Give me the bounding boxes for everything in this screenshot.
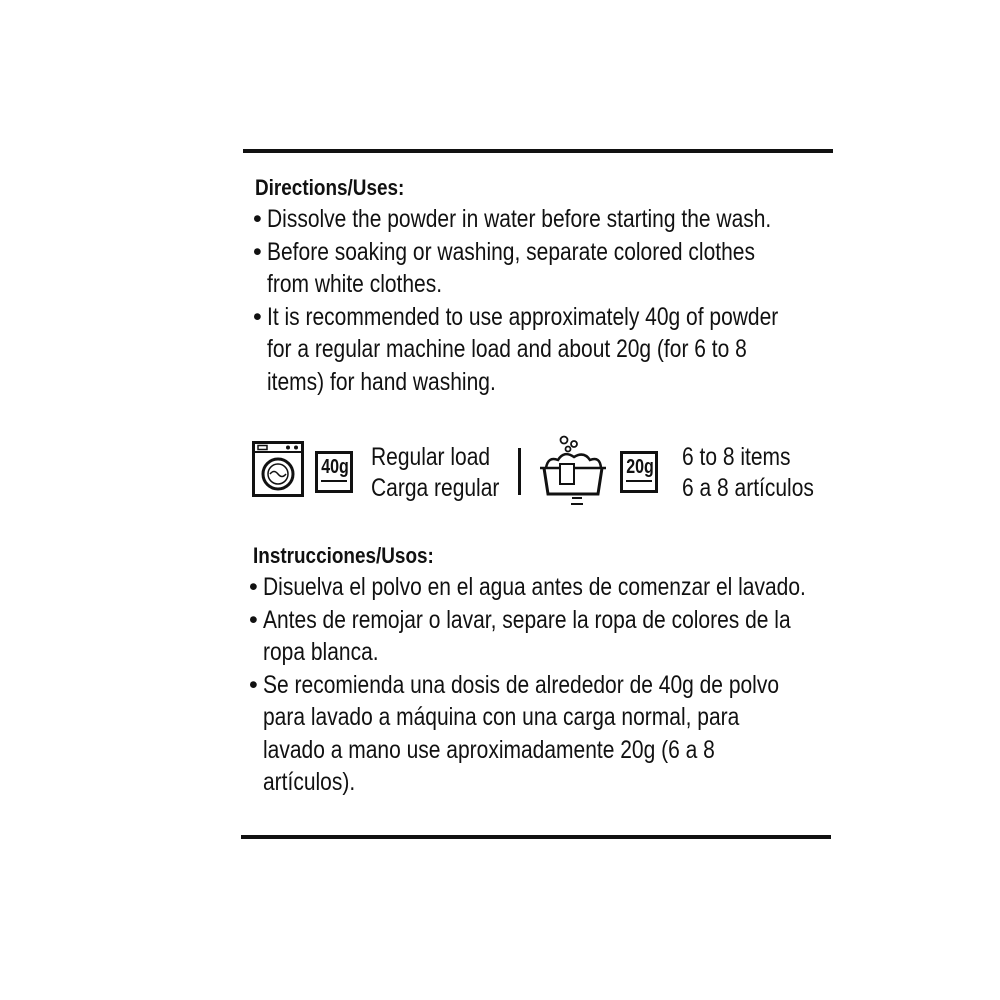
dose-20g-icon [620,451,658,493]
directions-item [253,301,876,399]
instrucciones-item-line: para lavado a máquina con una carga normal, para [263,703,740,731]
directions-item-line: from white clothes. [267,270,443,298]
instrucciones-item [249,669,909,799]
dose-20g-amount: 20g [626,456,654,478]
directions-item-line: • Dissolve the powder in water before starting the wash. [267,205,772,233]
dose-fill-line [626,480,652,482]
instrucciones-item-line: • Se recomienda una dosis de alrededor de 40g de polvo [263,670,780,699]
directions-item [253,236,876,301]
instrucciones-item-line: ropa blanca. [263,638,379,666]
directions-item [253,203,876,236]
bottom-rule [241,835,831,839]
instrucciones-item-line: • Antes de remojar o lavar, separe la ropa de colores de la [263,605,791,634]
instrucciones-heading: Instrucciones/Usos: [253,543,434,568]
instrucciones-item-line: • Disuelva el polvo en el agua antes de comenzar el lavado. [263,573,806,601]
hand-items-label: 6 to 8 items [682,443,791,471]
directions-item-line: for a regular machine load and about 20g (for 6 to 8 [267,335,747,363]
directions-list [253,203,876,398]
dose-fill-line [321,480,347,482]
dose-40g-amount: 40g [321,456,349,478]
hand-articulos-label: 6 a 8 artículos [682,474,814,502]
directions-item-line: • Before soaking or washing, separate colored clothes [267,237,755,266]
top-rule [243,149,833,153]
instrucciones-item [249,604,909,669]
dosage-divider [518,448,521,495]
instrucciones-item-line: lavado a mano use aproximadamente 20g (6 a 8 [263,735,715,764]
instrucciones-item-line: artículos). [263,768,356,796]
directions-item-line: • It is recommended to use approximately 40g of powder [267,302,779,331]
carga-regular-label: Carga regular [371,474,500,502]
dose-40g-icon [315,451,353,493]
instrucciones-list [249,571,909,799]
regular-load-label: Regular load [371,443,491,471]
directions-heading: Directions/Uses: [255,175,405,200]
washing-machine-icon [252,441,304,497]
instrucciones-item [249,571,909,604]
hand-wash-basin-icon [538,434,608,510]
directions-item-line: items) for hand washing. [267,367,496,396]
